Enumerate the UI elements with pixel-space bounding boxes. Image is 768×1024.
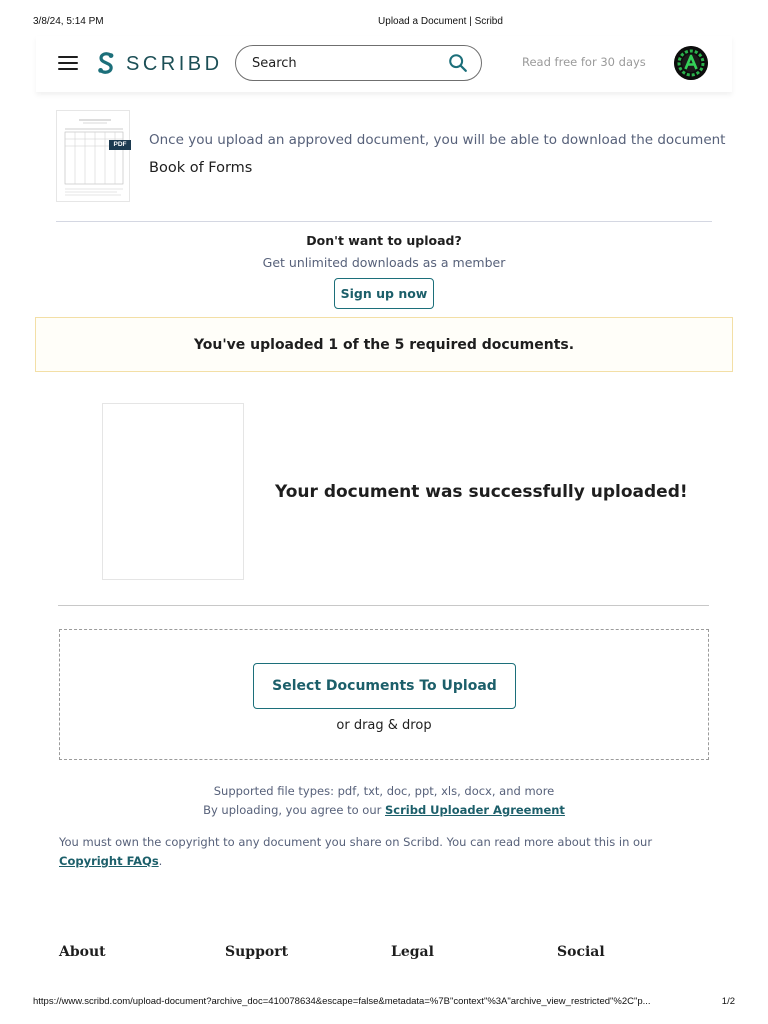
upload-requirement-notice [35,317,733,372]
supported-file-types: Supported file types: pdf, txt, doc, ppt, xls, docx, and more [213,784,555,798]
uploader-agreement-text [0,803,768,817]
upload-success-message: Your document was successfully uploaded! [275,482,688,502]
section-divider [58,605,709,606]
print-page-title: Upload a Document | Scribd [378,16,503,27]
cta-title: Don't want to upload? [306,233,462,248]
upload-requirement-text: You've uploaded 1 of the 5 required documents. [193,336,575,353]
avatar-image [674,46,708,80]
print-header [0,16,768,30]
search-box[interactable] [235,45,482,81]
top-navigation-bar [36,36,732,92]
footer-heading-about[interactable]: About [59,944,106,960]
upload-dropzone[interactable] [59,629,709,760]
footer-heading-social[interactable]: Social [557,944,605,960]
signup-cta [0,233,768,301]
print-datetime: 3/8/24, 5:14 PM [33,16,104,27]
uploaded-document-preview [102,403,244,580]
user-avatar[interactable] [674,46,708,80]
document-thumbnail [56,110,130,202]
copyright-suffix: . [158,854,163,868]
pdf-badge: PDF [109,140,131,150]
copyright-faqs-link[interactable]: Copyright FAQs [59,854,159,868]
footer-heading-support[interactable]: Support [225,944,289,960]
uploader-agreement-link[interactable]: Scribd Uploader Agreement [385,803,565,817]
scribd-logo-text: SCRIBD [126,52,223,75]
footer-headings [0,944,768,964]
drag-drop-hint: or drag & drop [336,718,432,733]
document-title[interactable]: Book of Forms [149,160,253,176]
document-preview-lines [57,111,131,203]
hamburger-menu-icon[interactable] [58,56,78,70]
footer-heading-legal[interactable]: Legal [391,944,434,960]
scribd-logo[interactable] [96,50,223,78]
print-footer [0,996,768,1010]
search-icon[interactable] [447,52,469,74]
read-free-link[interactable]: Read free for 30 days [522,55,646,69]
copyright-notice [59,833,709,871]
print-url: https://www.scribd.com/upload-document?archive_doc=410078634&escape=false&metadata=%7B"context"%3A"archive_view_restricted"%2C"p... [33,996,651,1007]
document-info [56,110,726,222]
sign-up-button[interactable]: Sign up now [334,278,434,309]
select-documents-button[interactable]: Select Documents To Upload [253,663,516,709]
cta-subtitle: Get unlimited downloads as a member [262,255,506,270]
scribd-logo-icon [96,51,116,77]
agreement-prefix: By uploading, you agree to our [203,803,385,817]
print-page-number: 1/2 [721,996,735,1007]
download-note: Once you upload an approved document, you will be able to download the document [149,132,726,148]
search-input[interactable] [252,56,447,71]
copyright-text: You must own the copyright to any document you share on Scribd. You can read more about this in our [59,835,653,849]
